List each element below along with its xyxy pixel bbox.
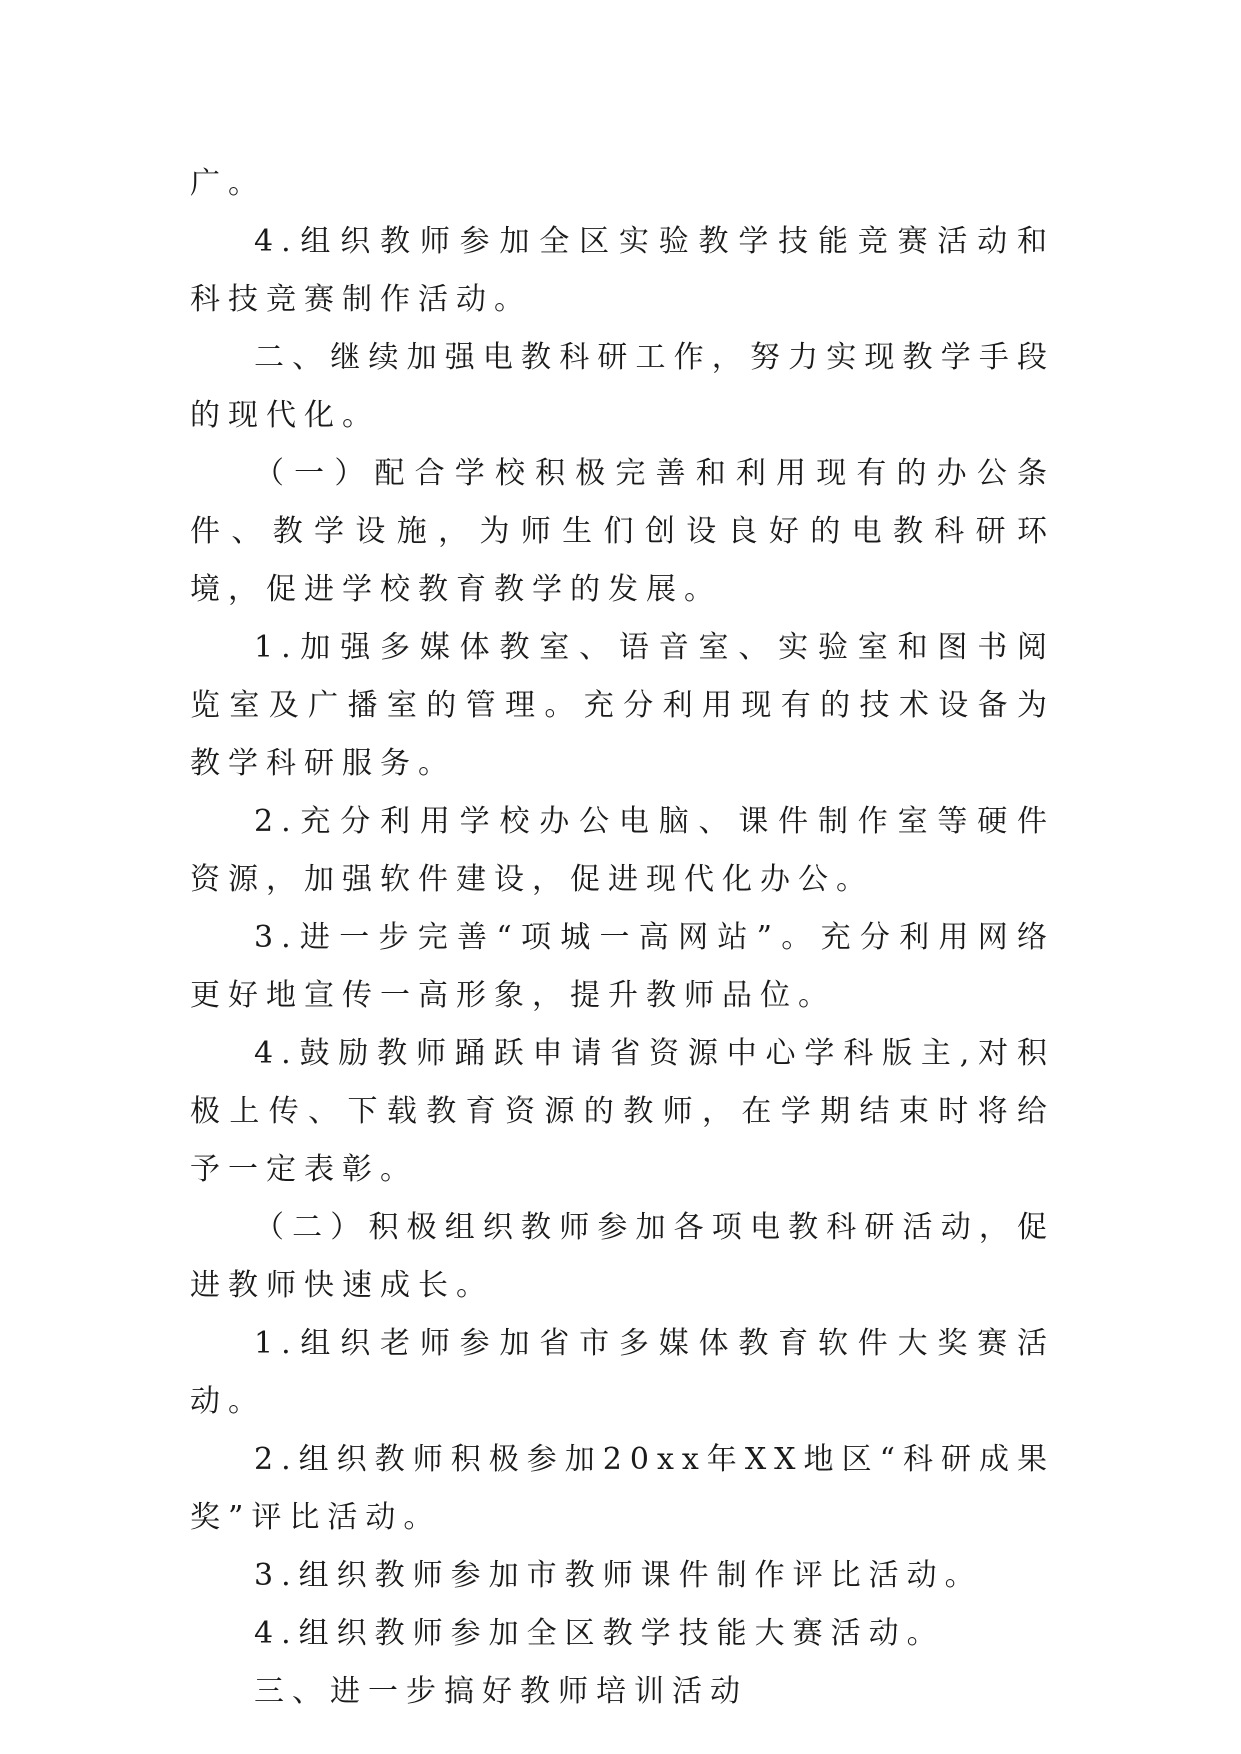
- paragraph-8: 4.鼓励教师踊跃申请省资源中心学科版主,对积极上传、下载教育资源的教师，在学期结束时将给予一定表彰。: [190, 1036, 1055, 1187]
- paragraph-5: 1.加强多媒体教室、语音室、实验室和图书阅览室及广播室的管理。充分利用现有的技术设备为教学科研服务。: [190, 630, 1055, 781]
- paragraph-11: 2.组织教师积极参加20xx年XX地区“科研成果奖”评比活动。: [190, 1442, 1055, 1535]
- section-heading-2: 二、继续加强电教科研工作，努力实现教学手段的现代化。: [190, 340, 1055, 433]
- paragraph-13: 4.组织教师参加全区教学技能大赛活动。: [254, 1616, 945, 1651]
- document-page: [190, 155, 1055, 1721]
- paragraph-10: 1.组织老师参加省市多媒体教育软件大奖赛活动。: [190, 1326, 1055, 1419]
- subsection-heading-1: （一）配合学校积极完善和利用现有的办公条件、教学设施，为师生们创设良好的电教科研环境，促进学校教育教学的发展。: [190, 456, 1055, 607]
- paragraph-2: 4.组织教师参加全区实验教学技能竞赛活动和科技竞赛制作活动。: [190, 224, 1055, 317]
- subsection-heading-2: （二）积极组织教师参加各项电教科研活动，促进教师快速成长。: [190, 1210, 1055, 1303]
- paragraph-1: 广。: [190, 166, 266, 201]
- section-heading-3: 三、进一步搞好教师培训活动: [254, 1674, 748, 1709]
- paragraph-12: 3.组织教师参加市教师课件制作评比活动。: [254, 1558, 983, 1593]
- paragraph-6: 2.充分利用学校办公电脑、课件制作室等硬件资源，加强软件建设，促进现代化办公。: [190, 804, 1055, 897]
- paragraph-7: 3.进一步完善“项城一高网站”。充分利用网络更好地宣传一高形象，提升教师品位。: [190, 920, 1055, 1013]
